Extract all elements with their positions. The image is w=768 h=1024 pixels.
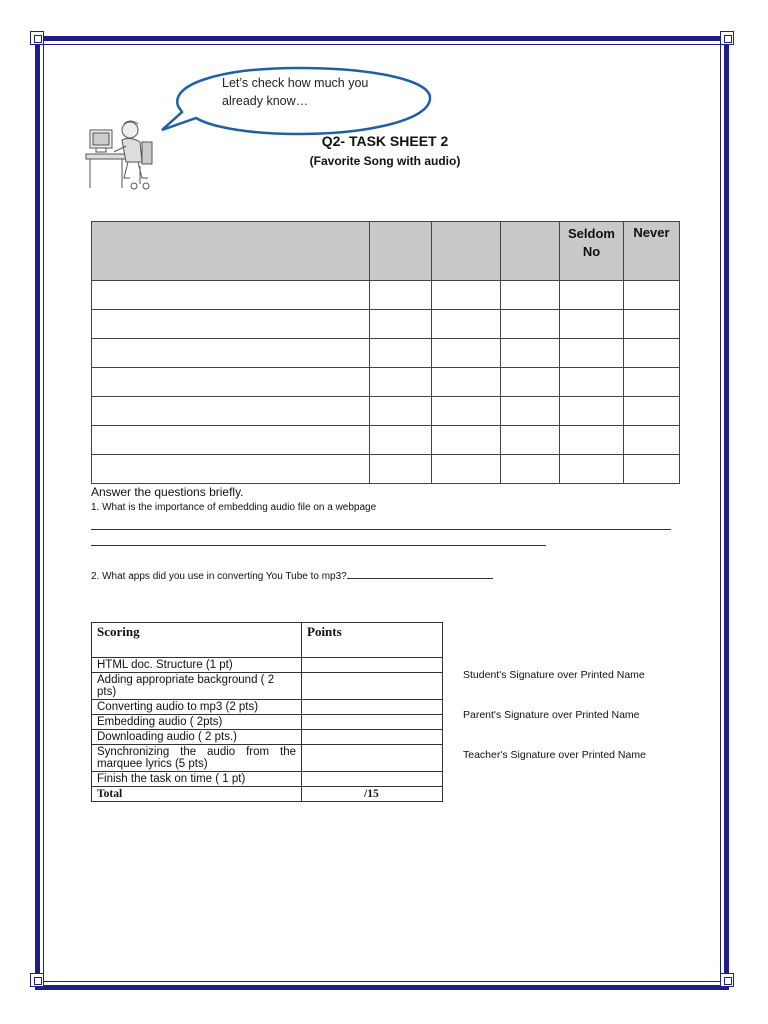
table-row — [92, 426, 680, 455]
table-row — [92, 397, 680, 426]
question-2 — [91, 569, 493, 582]
table-header-cell — [370, 222, 432, 281]
points-cell[interactable] — [302, 658, 443, 673]
table-row — [92, 339, 680, 368]
question-1: 1. What is the importance of embedding audio file on a webpage — [91, 502, 377, 513]
points-cell[interactable] — [302, 745, 443, 772]
scoring-item: Downloading audio ( 2 pts.) — [92, 730, 302, 745]
parent-signature-label: Parent's Signature over Printed Name — [463, 709, 640, 721]
table-row — [92, 368, 680, 397]
student-at-computer-icon — [84, 116, 160, 192]
scoring-header: Scoring — [92, 623, 302, 658]
table-header-seldom-no: Seldom No — [560, 222, 624, 281]
scoring-row — [92, 745, 443, 772]
table-header-cell — [432, 222, 501, 281]
scoring-item: Converting audio to mp3 (2 pts) — [92, 700, 302, 715]
table-row — [92, 455, 680, 484]
scoring-row — [92, 730, 443, 745]
speech-bubble-text — [222, 74, 422, 110]
scoring-row — [92, 715, 443, 730]
scoring-item: HTML doc. Structure (1 pt) — [92, 658, 302, 673]
points-cell[interactable] — [302, 673, 443, 700]
scoring-item: Adding appropriate background ( 2 pts) — [92, 673, 302, 700]
border-corner-icon — [30, 31, 44, 45]
scoring-header-row — [92, 623, 443, 658]
border-corner-icon — [720, 973, 734, 987]
points-cell[interactable] — [302, 700, 443, 715]
scoring-total-row — [92, 787, 443, 802]
table-header-row — [92, 222, 680, 281]
question-2-text: 2. What apps did you use in converting You Tube to mp3? — [91, 571, 347, 582]
scoring-item: Finish the task on time ( 1 pt) — [92, 772, 302, 787]
points-cell[interactable] — [302, 772, 443, 787]
bubble-line-1: Let’s check how much you — [222, 76, 369, 90]
scoring-table — [91, 622, 443, 802]
bubble-line-2: already know… — [222, 94, 309, 108]
scoring-row — [92, 673, 443, 700]
teacher-signature-label: Teacher's Signature over Printed Name — [463, 749, 646, 761]
table-header-cell — [92, 222, 370, 281]
total-label: Total — [92, 787, 302, 802]
answer-blank-2[interactable] — [347, 569, 493, 579]
answer-line-1[interactable] — [91, 529, 671, 530]
table-row — [92, 310, 680, 339]
border-corner-icon — [720, 31, 734, 45]
points-cell[interactable] — [302, 730, 443, 745]
scoring-row — [92, 772, 443, 787]
instructions-text: Answer the questions briefly. — [91, 485, 244, 499]
answer-line-2[interactable] — [91, 545, 546, 546]
page-subtitle: (Favorite Song with audio) — [309, 154, 461, 168]
points-header: Points — [302, 623, 443, 658]
scoring-item: Synchronizing the audio from the marquee lyrics (5 pts) — [92, 745, 302, 772]
scoring-row — [92, 658, 443, 673]
scoring-row — [92, 700, 443, 715]
assessment-table — [91, 221, 680, 484]
table-row — [92, 281, 680, 310]
scoring-item: Embedding audio ( 2pts) — [92, 715, 302, 730]
table-header-never: Never — [624, 222, 680, 281]
points-cell[interactable] — [302, 715, 443, 730]
border-corner-icon — [30, 973, 44, 987]
page-title: Q2- TASK SHEET 2 — [321, 133, 449, 149]
table-header-cell — [501, 222, 560, 281]
total-value: /15 — [302, 787, 443, 802]
student-signature-label: Student's Signature over Printed Name — [463, 669, 645, 681]
